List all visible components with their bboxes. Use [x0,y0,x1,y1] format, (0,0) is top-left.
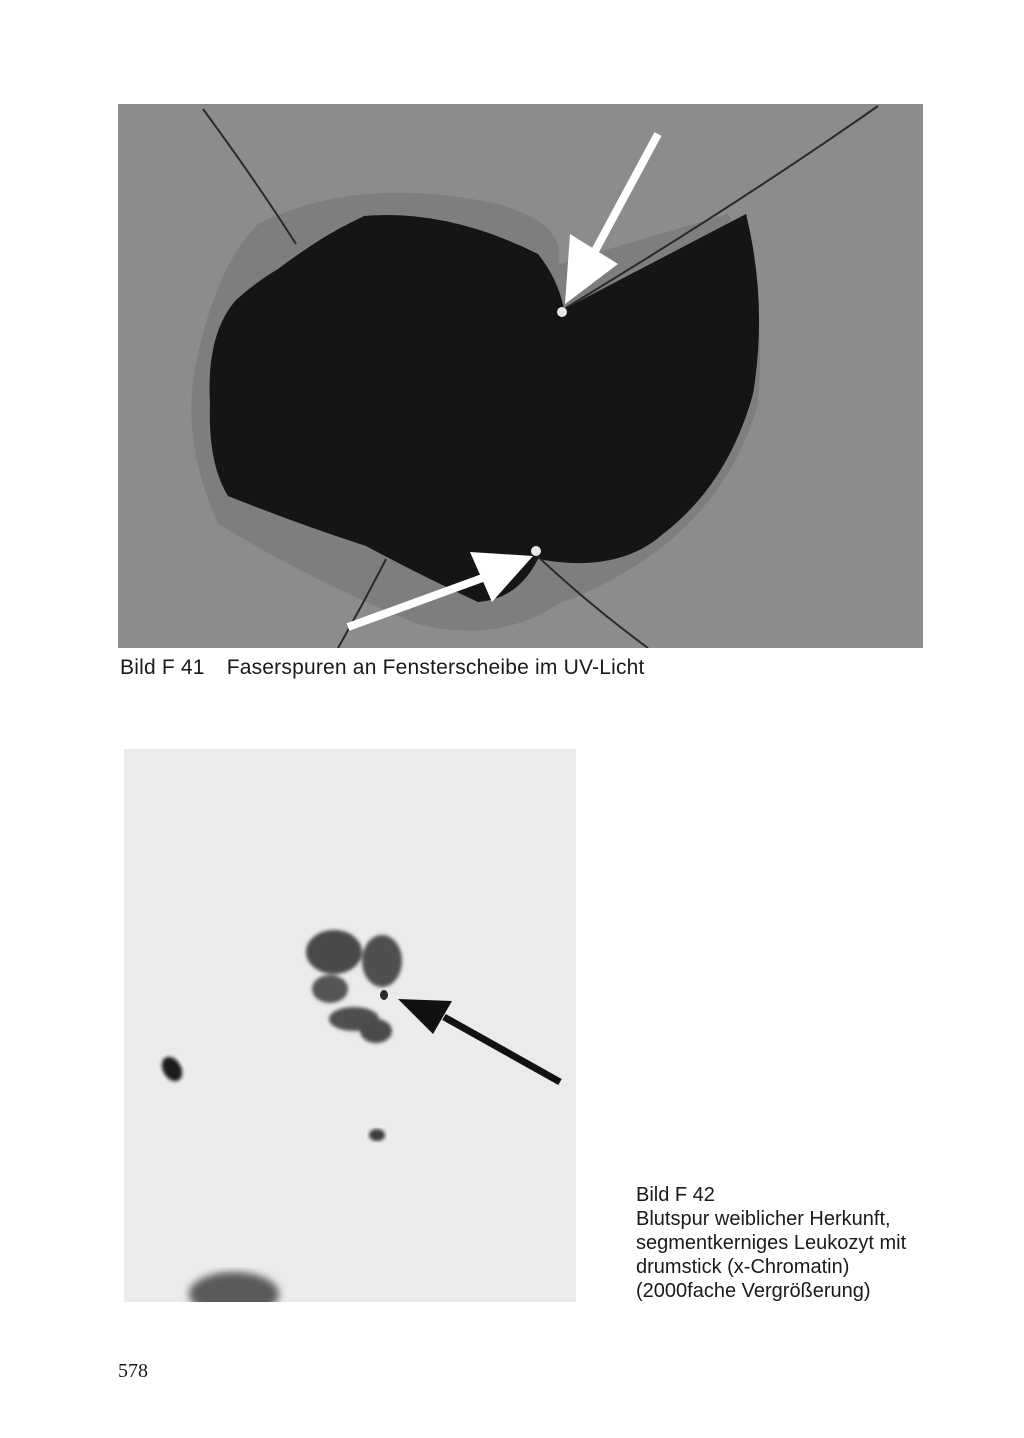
window-pane-photo [118,104,923,648]
figure-42-label: Bild F 42 [636,1184,715,1206]
figure-41-caption [120,656,645,680]
drumstick-dot [380,990,388,1000]
caption-line: segmentkerniges Leukozyt mit [636,1232,907,1254]
figure-41-text: Faserspuren an Fensterscheibe im UV-Licht [226,656,645,679]
caption-line: (2000fache Vergrößerung) [636,1280,871,1302]
page-number: 578 [118,1360,148,1382]
leukocyte-micrograph [124,749,576,1302]
fiber-trace-spot [557,307,567,317]
figure-41-label: Bild F 41 [120,656,205,679]
caption-line: Blutspur weiblicher Herkunft, [636,1208,891,1230]
fiber-trace-spot [531,546,541,556]
blood-spot [369,1129,385,1141]
caption-line: drumstick (x-Chromatin) [636,1256,850,1278]
figure-42-caption [636,1183,906,1303]
